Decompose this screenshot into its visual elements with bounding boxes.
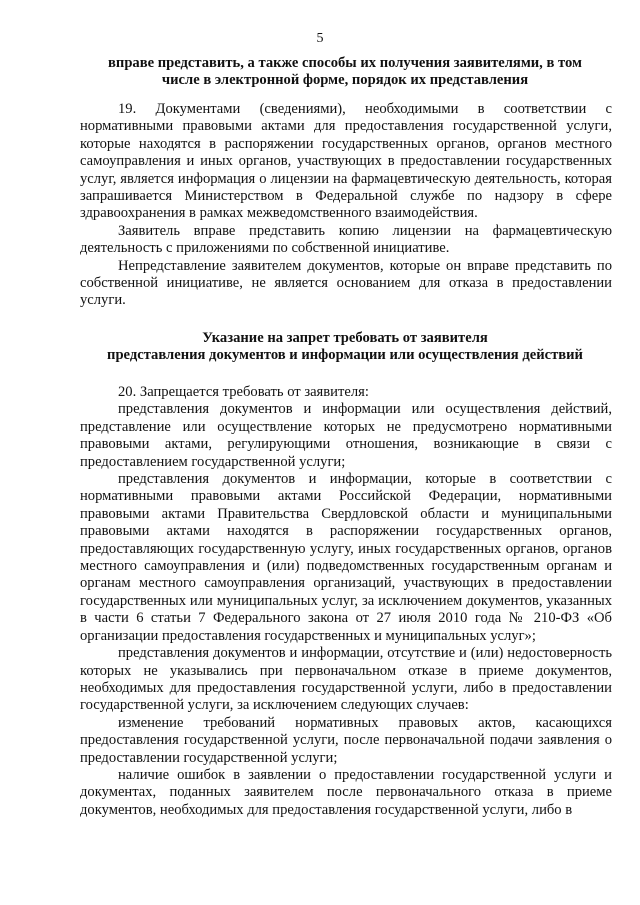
- section-heading-documents: [80, 55, 610, 90]
- paragraph: Непредставление заявителем документов, которые он вправе представить по собственной инициативе, не является основанием для отказа в предоставлении услуги.: [80, 257, 612, 309]
- paragraph: 20. Запрещается требовать от заявителя:: [118, 384, 369, 400]
- paragraph: представления документов и информации или осуществления действий, представление или осуществление которых не предусмотрено нормативными правовыми актами, регулирующими отношения, возникающие в связи с предоставлением государственной услуги;: [80, 401, 612, 470]
- page-number: 5: [316, 31, 324, 46]
- section-20-text: [80, 384, 612, 819]
- paragraph: Заявитель вправе представить копию лицензии на фармацевтическую деятельность с приложениями по собственной инициативе.: [80, 222, 612, 257]
- heading-line: представления документов и информации или осуществления действий: [107, 347, 583, 364]
- paragraph: изменение требований нормативных правовых актов, касающихся предоставления государственной услуги, после первоначальной подачи заявления о предоставлении государственной услуги;: [80, 714, 612, 766]
- paragraph: 19. Документами (сведениями), необходимыми в соответствии с нормативными правовыми актами для предоставления государственной услуги, которые находятся в распоряжении государственных органов, органов местного самоуправления и иных органов, участвующих в предоставлении государственных услуг, является информация о лицензии на фармацевтическую деятельность, которая запрашивается Министерством в Федеральной службе по надзору в сфере здравоохранения в рамках межведомственного взаимодействия.: [80, 101, 612, 222]
- paragraph: представления документов и информации, отсутствие и (или) недостоверность которых не указывались при первоначальном отказе в приеме документов, необходимых для предоставления государственной услуги, либо в предоставлении государственной услуги, за исключением следующих случаев:: [80, 645, 612, 714]
- section-19-text: [80, 101, 612, 310]
- heading-line: Указание на запрет требовать от заявителя: [202, 330, 488, 346]
- heading-line: числе в электронной форме, порядок их представления: [161, 72, 529, 89]
- paragraph: наличие ошибок в заявлении о предоставлении государственной услуги и документах, поданных заявителем после первоначального отказа в приеме документов, необходимых для предоставления государственной услуги, либо в: [80, 766, 612, 818]
- section-heading-prohibition: [80, 330, 610, 365]
- heading-line: вправе представить, а также способы их получения заявителями, в том: [108, 55, 582, 71]
- paragraph: представления документов и информации, которые в соответствии с нормативными правовыми актами Российской Федерации, нормативными правовыми актами Правительства Свердловской области и муниципальными правовыми актами находятся в распоряжении государственных органов, предоставляющих государственную услугу, иных государственных органов, органов местного самоуправления и (или) подведомственных государственным органам и органам местного самоуправления организаций, участвующих в предоставлении государственных или муниципальных услуг, за исключением документов, указанных в части 6 статьи 7 Федерального закона от 27 июля 2010 года № 210-ФЗ «Об организации предоставления государственных и муниципальных услуг»;: [80, 471, 612, 644]
